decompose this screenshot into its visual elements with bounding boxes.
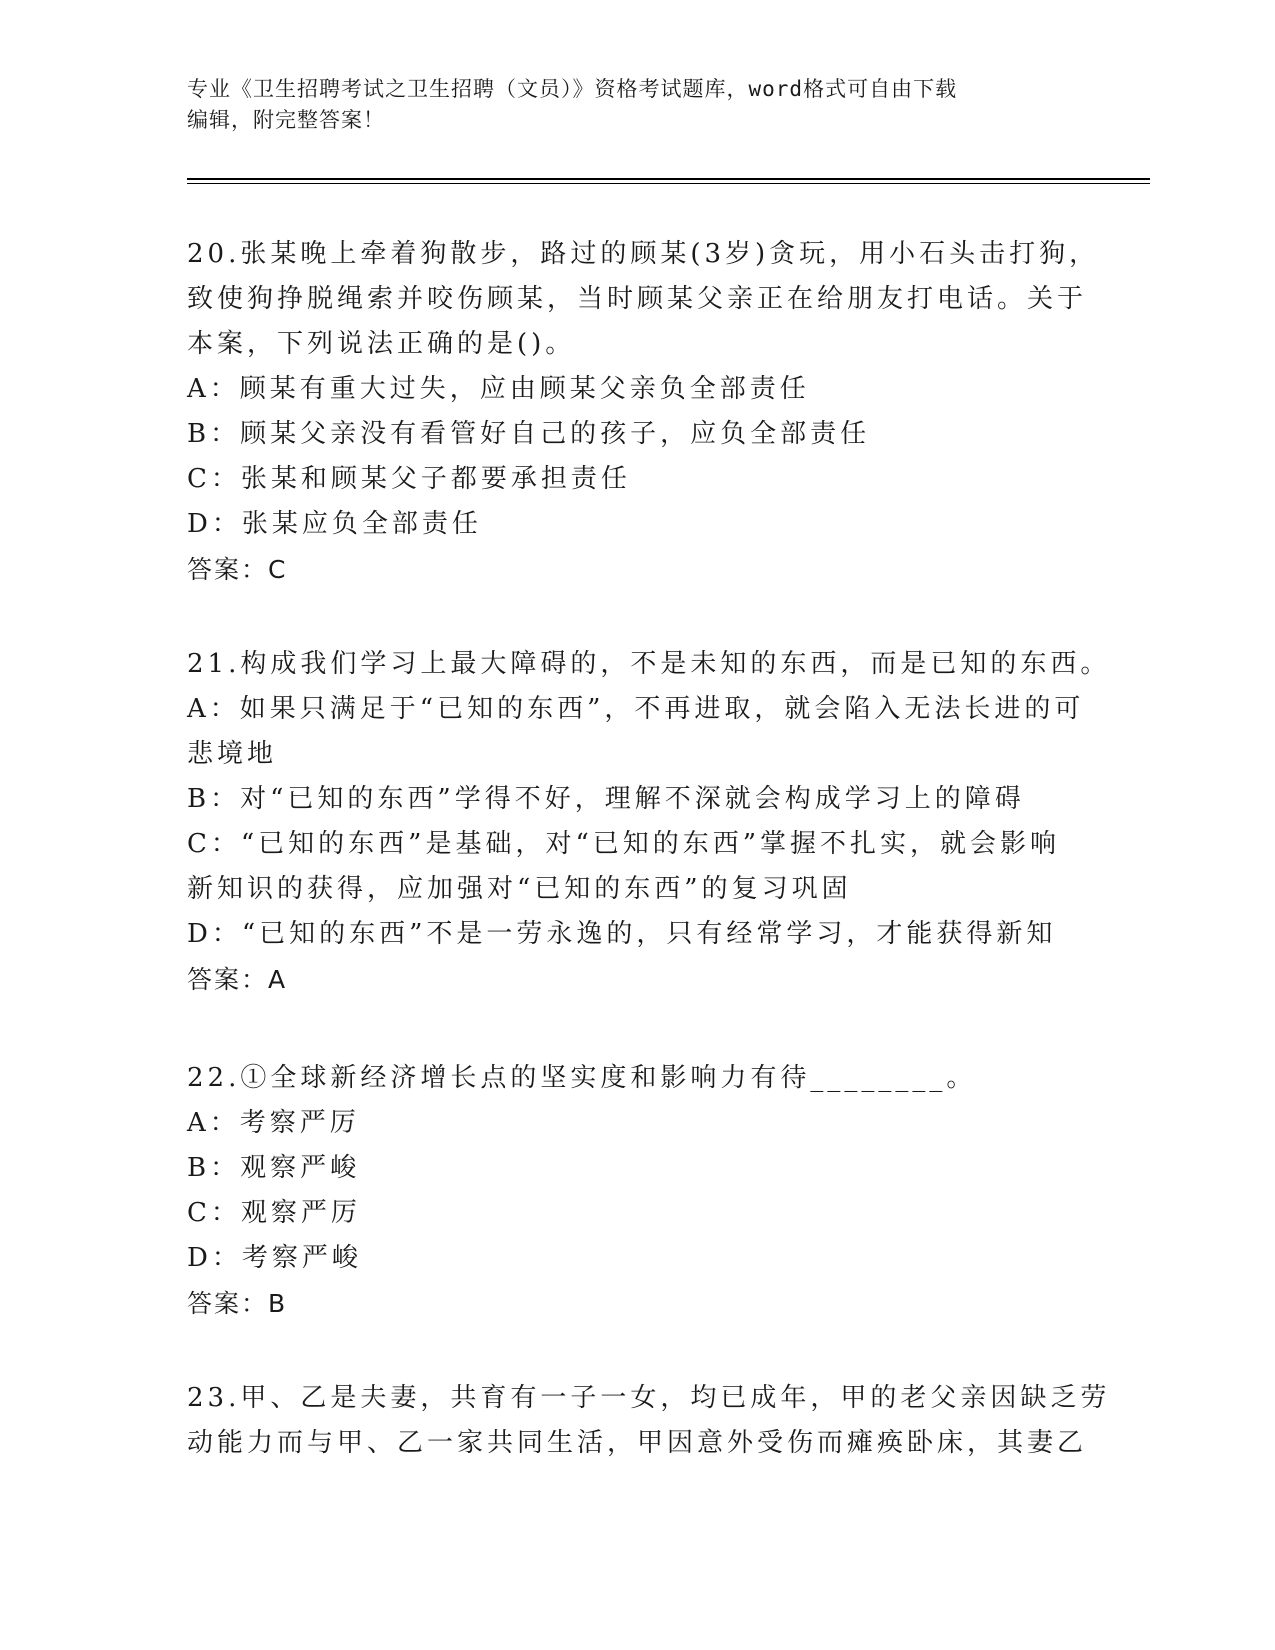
document-header <box>187 74 1067 136</box>
option-d: D：“已知的东西”不是一劳永逸的，只有经常学习，才能获得新知 <box>187 919 1057 949</box>
question-stem-line: 本案，下列说法正确的是()。 <box>187 329 576 359</box>
header-divider-thin <box>187 183 1150 184</box>
header-line-1: 专业《卫生招聘考试之卫生招聘（文员）》资格考试题库，word格式可自由下载 <box>187 77 958 101</box>
question-stem-line: 动能力而与甲、乙一家共同生活，甲因意外受伤而瘫痪卧床，其妻乙 <box>187 1428 1088 1458</box>
option-a: A：考察严厉 <box>187 1108 360 1138</box>
question-22 <box>187 1056 1077 1326</box>
option-b: B：观察严峻 <box>187 1153 361 1183</box>
option-a: A：如果只满足于“已知的东西”，不再进取，就会陷入无法长进的可 <box>187 694 1085 724</box>
option-a: A：顾某有重大过失，应由顾某父亲负全部责任 <box>187 374 810 404</box>
question-21 <box>187 642 1111 1002</box>
option-d: D：考察严峻 <box>187 1243 362 1273</box>
question-20 <box>187 232 1100 592</box>
answer-line: 答案：B <box>187 1289 288 1318</box>
option-d: D：张某应负全部责任 <box>187 509 482 539</box>
option-b: B：对“已知的东西”学得不好，理解不深就会构成学习上的障碍 <box>187 784 1025 814</box>
option-c: C：观察严厉 <box>187 1198 361 1228</box>
option-c-continued: 新知识的获得，应加强对“已知的东西”的复习巩固 <box>187 874 852 904</box>
option-a-continued: 悲境地 <box>187 739 278 769</box>
question-stem-line: 21.构成我们学习上最大障碍的，不是未知的东西，而是已知的东西。 <box>187 649 1111 679</box>
question-23 <box>187 1376 1111 1466</box>
question-stem-line: 致使狗挣脱绳索并咬伤顾某，当时顾某父亲正在给朋友打电话。关于 <box>187 284 1088 314</box>
question-stem-line: 23.甲、乙是夫妻，共育有一子一女，均已成年，甲的老父亲因缺乏劳 <box>187 1383 1111 1413</box>
answer-line: 答案：A <box>187 965 288 994</box>
option-b: B：顾某父亲没有看管好自己的孩子，应负全部责任 <box>187 419 871 449</box>
header-line-2: 编辑，附完整答案！ <box>187 108 385 132</box>
answer-line: 答案：C <box>187 555 288 584</box>
header-divider-thick <box>187 178 1150 180</box>
question-stem-line: 20.张某晚上牵着狗散步，路过的顾某(3岁)贪玩，用小石头击打狗， <box>187 239 1100 269</box>
question-stem-line: 22.①全球新经济增长点的坚实度和影响力有待________。 <box>187 1063 977 1093</box>
option-c: C：张某和顾某父子都要承担责任 <box>187 464 631 494</box>
option-c: C：“已知的东西”是基础，对“已知的东西”掌握不扎实，就会影响 <box>187 829 1061 859</box>
